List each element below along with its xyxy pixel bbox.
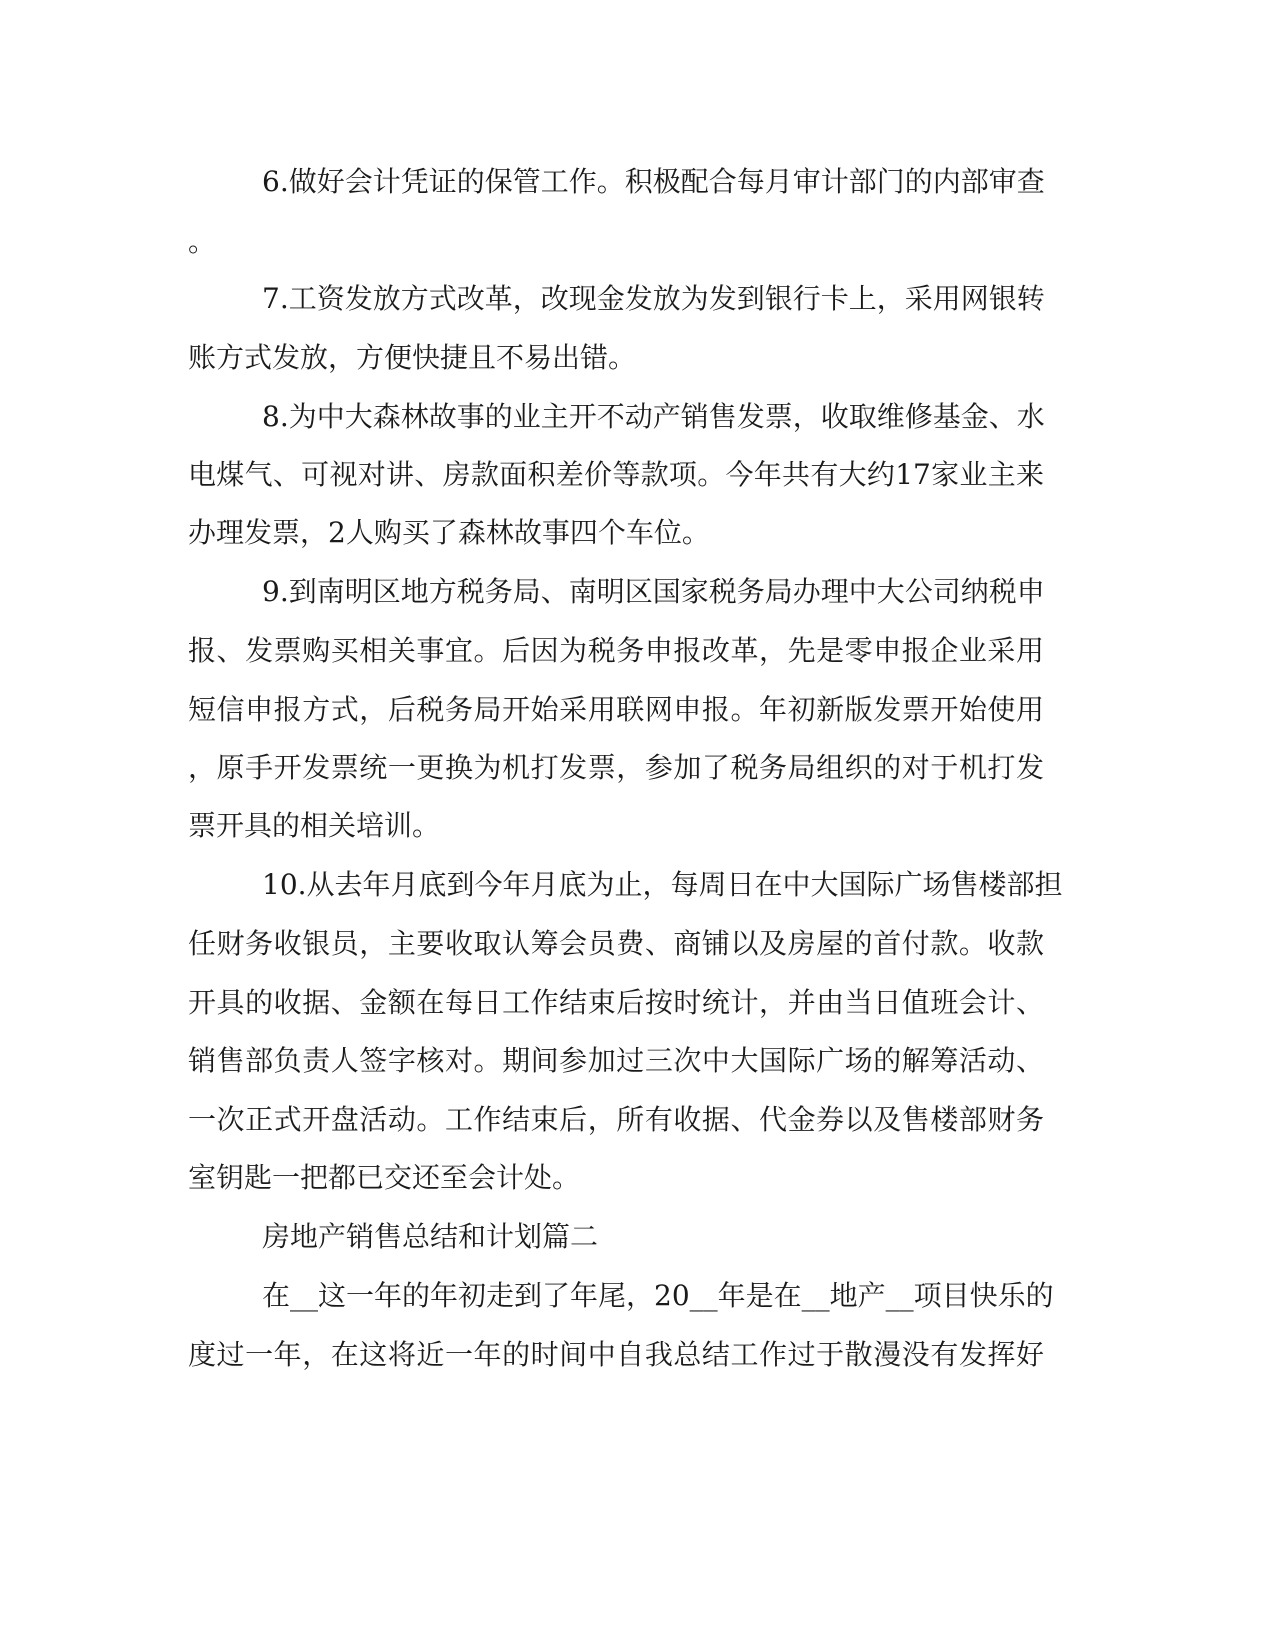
text-line: 室钥匙一把都已交还至会计处。 [188,1161,581,1194]
text-line: ，原手开发票统一更换为机打发票，参加了税务局组织的对于机打发 [188,751,1044,784]
text-line: 销售部负责人签字核对。期间参加过三次中大国际广场的解筹活动、 [188,1044,1044,1077]
text-line: 短信申报方式，后税务局开始采用联网申报。年初新版发票开始使用 [188,693,1044,726]
text-line: 电煤气、可视对讲、房款面积差价等款项。今年共有大约17家业主来 [188,458,1044,491]
text-line: 报、发票购买相关事宜。后因为税务申报改革，先是零申报企业采用 [188,634,1044,667]
text-line: 一次正式开盘活动。工作结束后，所有收据、代金券以及售楼部财务 [188,1103,1044,1136]
text-line: 办理发票，2人购买了森林故事四个车位。 [188,516,710,549]
text-line: 账方式发放，方便快捷且不易出错。 [188,341,637,374]
text-line: 6.做好会计凭证的保管工作。积极配合每月审计部门的内部审查 [262,165,1045,198]
text-line: 9.到南明区地方税务局、南明区国家税务局办理中大公司纳税申 [262,575,1045,608]
text-line: 任财务收银员，主要收取认筹会员费、商铺以及房屋的首付款。收款 [188,927,1044,960]
text-line: 票开具的相关培训。 [188,809,441,842]
text-line: 。 [188,225,217,258]
text-line: 7.工资发放方式改革，改现金发放为发到银行卡上，采用网银转 [262,282,1045,315]
text-line: 10.从去年月底到今年月底为止，每周日在中大国际广场售楼部担 [262,868,1063,901]
text-line: 度过一年，在这将近一年的时间中自我总结工作过于散漫没有发挥好 [188,1338,1044,1371]
section-heading: 房地产销售总结和计划篇二 [262,1220,599,1253]
text-line: 开具的收据、金额在每日工作结束后按时统计，并由当日值班会计、 [188,986,1044,1019]
text-line: 在__这一年的年初走到了年尾，20__年是在__地产__项目快乐的 [262,1279,1054,1312]
text-line: 8.为中大森林故事的业主开不动产销售发票，收取维修基金、水 [262,400,1045,433]
